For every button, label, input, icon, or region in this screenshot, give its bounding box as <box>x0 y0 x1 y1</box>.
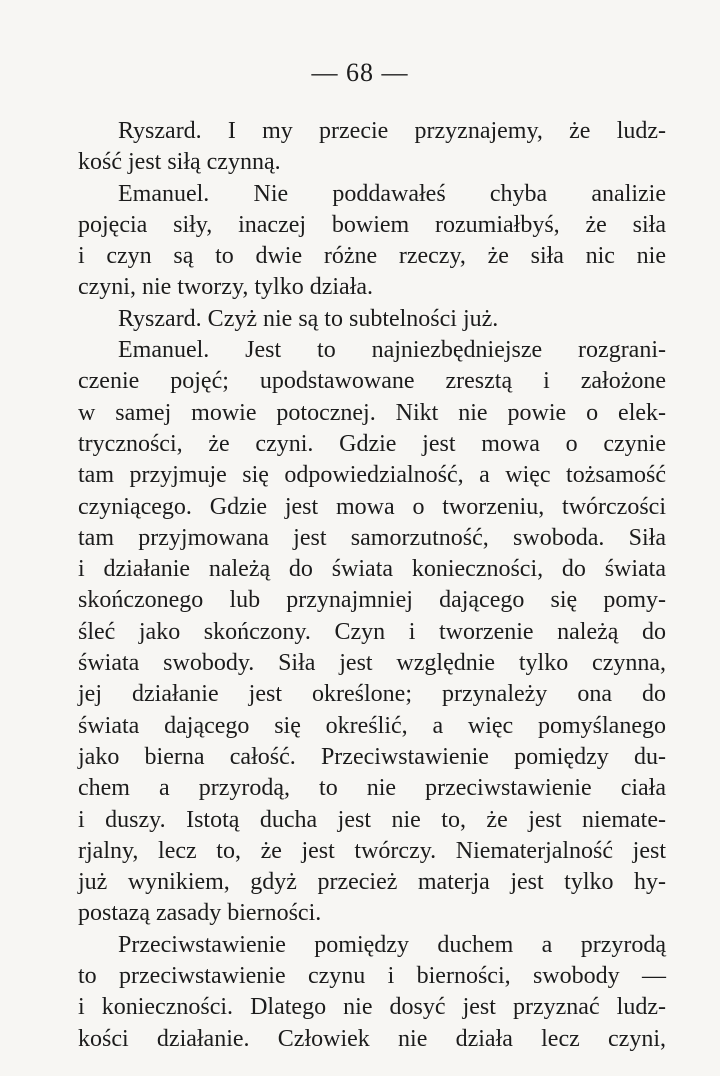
text-line: to przeciwstawienie czynu i bierności, swobody — <box>78 963 666 990</box>
text-line: i czyn są to dwie różne rzeczy, że siła nic nie <box>78 243 666 270</box>
text-line: w samej mowie potocznej. Nikt nie powie o elek- <box>78 399 666 426</box>
text-line: postazą zasady bierności. <box>78 900 322 927</box>
text-line: i konieczności. Dlatego nie dosyć jest przyznać ludz- <box>78 994 666 1021</box>
text-line: rjalny, lecz to, że jest twórczy. Niematerjalność jest <box>78 837 666 864</box>
text-line: tam przyjmowana jest samorzutność, swoboda. Siła <box>78 524 666 551</box>
text-line: świata dającego się określić, a więc pomyślanego <box>78 712 666 739</box>
text-line: jej działanie jest określone; przynależy ona do <box>78 681 666 708</box>
text-line: kość jest siłą czynną. <box>78 149 281 176</box>
page-number: — 68 — <box>311 58 409 87</box>
text-line: i duszy. Istotą ducha jest nie to, że jest niemate- <box>78 806 666 833</box>
text-line: już wynikiem, gdyż przecież materja jest tylko hy- <box>78 869 666 896</box>
text-line: jako bierna całość. Przeciwstawienie pomiędzy du- <box>78 743 666 770</box>
text-line: tryczności, że czyni. Gdzie jest mowa o czynie <box>78 430 666 457</box>
text-line: czenie pojęć; upodstawowane zresztą i założone <box>78 368 666 395</box>
text-line: kości działanie. Człowiek nie działa lecz czyni, <box>78 1025 666 1052</box>
text-line: czyni, nie tworzy, tylko działa. <box>78 274 374 301</box>
text-line: czyniącego. Gdzie jest mowa o tworzeniu, twórczości <box>78 493 666 520</box>
text-line: Emanuel. Jest to najniezbędniejsze rozgrani- <box>118 337 666 364</box>
text-line: skończonego lub przynajmniej dającego się pomy- <box>78 587 666 614</box>
text-line: chem a przyrodą, to nie przeciwstawienie ciała <box>78 775 666 802</box>
text-line: Ryszard. I my przecie przyznajemy, że ludz- <box>118 118 666 144</box>
text-line: śleć jako skończony. Czyn i tworzenie należą do <box>78 618 666 645</box>
body-text <box>78 116 666 1055</box>
text-line: pojęcia siły, inaczej bowiem rozumiałbyś, że siła <box>78 211 666 238</box>
text-line: Przeciwstawienie pomiędzy duchem a przyrodą <box>118 931 666 958</box>
text-line: i działanie należą do świata konieczności, do świata <box>78 556 666 583</box>
text-line: świata swobody. Siła jest względnie tylko czynna, <box>78 650 666 677</box>
text-line: Emanuel. Nie poddawałeś chyba analizie <box>118 180 666 207</box>
text-line: tam przyjmuje się odpowiedzialność, a więc tożsamość <box>78 462 666 489</box>
text-line: Ryszard. Czyż nie są to subtelności już. <box>118 305 499 332</box>
